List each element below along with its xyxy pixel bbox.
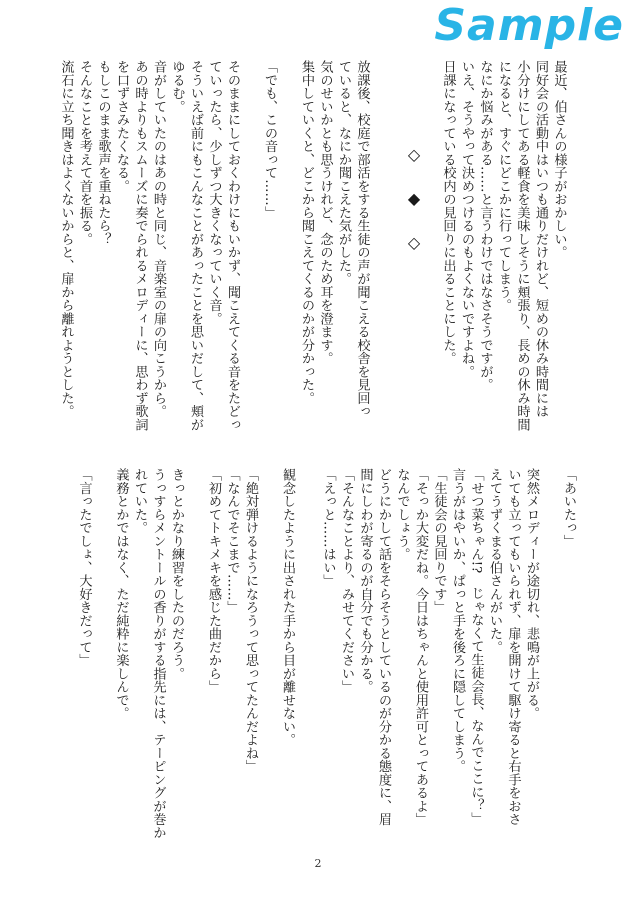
page-number: 2	[314, 857, 322, 870]
text-line: いても立ってもいられず、扉を開けて駆け寄ると右手をおさ	[505, 468, 521, 826]
text-line: 「言ったでしょ、大好きだって」	[76, 468, 92, 667]
text-line: 義務とかではなく、ただ純粋に楽しんで。	[113, 468, 129, 720]
sample-watermark: Sample	[434, 0, 624, 51]
text-line: 音がしていたのはあの時と同じ、音楽室の扉の向こうから。	[151, 60, 166, 418]
text-line: 気のせいかとも思うけれど、念のため耳を澄ます。	[317, 60, 333, 365]
text-line: 「初めてトキメキを感じた曲だから」	[206, 468, 221, 694]
text-line: 「あいたっ」	[561, 468, 576, 548]
text-line: うっすらメントールの香りがする指先には、テーピングが巻か	[150, 468, 166, 839]
text-line: 同好会の活動中はいつも通りだけれど、短めの休み時間には	[533, 60, 548, 418]
text-line: 観念したように出された手から目が離せない。	[280, 468, 295, 747]
scene-break-mark: ◇	[407, 145, 421, 164]
text-line: 「絶対弾けるようになろうって思ってたんだよね」	[243, 468, 258, 773]
text-line: を口ずさみたくなる。	[114, 60, 129, 193]
scene-break-mark: ◇	[407, 233, 421, 252]
text-line: 集中していくと、どこから聞こえてくるのかが分かった。	[299, 60, 314, 405]
text-line: そんなことを考えて首を振る。	[77, 60, 92, 246]
text-line: えてうずくまる伯さんがいた。	[487, 468, 502, 654]
text-line: 「でも、この音って……」	[262, 60, 277, 219]
lower-right-text-block	[318, 468, 577, 826]
text-line: きっとかなり練習をしたのだろう。	[169, 468, 184, 680]
text-line: 間にしわが寄るのが自分でも分かる。	[357, 468, 373, 694]
text-line: 日課になっている校内の見回りに出ることにした。	[440, 60, 456, 365]
scene-break-mark: ◆	[407, 189, 421, 208]
text-line: どうにかして話をそらそうとしているのが分かる態度に、眉	[376, 468, 391, 826]
text-line: 「そんなことより、みせてください」	[339, 468, 354, 694]
text-line: 言うがはやいか、ぱっと手を後ろに隠してしまう。	[450, 468, 465, 773]
text-line: そういえば前にもこんなことがあったことを思いだして、頬が	[188, 60, 203, 431]
text-line: になると、すぐにどこかに行ってしまう。	[496, 60, 511, 312]
text-line: 放課後、校庭で部活をする生徒の声が聞こえる校舎を見回っ	[354, 60, 370, 418]
upper-right-text-block	[438, 60, 568, 431]
text-line: ていると、なにか聞こえた気がした。	[336, 60, 351, 286]
text-line: 「なんでそこまで……」	[224, 468, 240, 614]
text-line: ていったら、少しずつ大きくなっていく音。	[206, 60, 222, 325]
text-line: 最近、伯さんの様子がおかしい。	[551, 60, 567, 259]
text-line: れていた。	[132, 468, 147, 535]
text-line: いえ、そうやって決めつけるのもよくないですよね。	[459, 60, 474, 378]
lower-left-text-block	[74, 468, 296, 839]
scene-break	[394, 145, 434, 255]
text-line: 「せつ菜ちゃん!? じゃなくて生徒会長、なんでここに？」	[468, 468, 484, 825]
text-line: そのままにしておくわけにもいかず、聞こえてくる音をたどっ	[225, 60, 240, 431]
upper-left-text-block	[56, 60, 371, 431]
text-line: ゆるむ。	[169, 60, 185, 113]
text-line: 小分けにしてある軽食を美味しそうに頬張り、長めの休み時間	[514, 60, 530, 431]
text-line: なにか悩みがある……と言うわけではなさそうですが。	[477, 60, 493, 392]
text-line: 「そっか大変だね。今日はちゃんと使用許可とってあるよ」	[413, 468, 428, 826]
text-line: 突然メロディーが途切れ、悲鳴が上がる。	[524, 468, 539, 720]
text-line: なんでしょう。	[394, 468, 410, 561]
text-line: あの時よりもスムーズに奏でられるメロディーに、思わず歌詞	[132, 60, 148, 431]
text-line: 「えっと……はい」	[320, 468, 336, 588]
text-line: 流石に立ち聞きはよくないからと、扉から離れようとした。	[58, 60, 74, 418]
text-line: もしこのまま歌声を重ねたら？	[95, 60, 111, 246]
text-line: 「生徒会の見回りです」	[431, 468, 447, 614]
